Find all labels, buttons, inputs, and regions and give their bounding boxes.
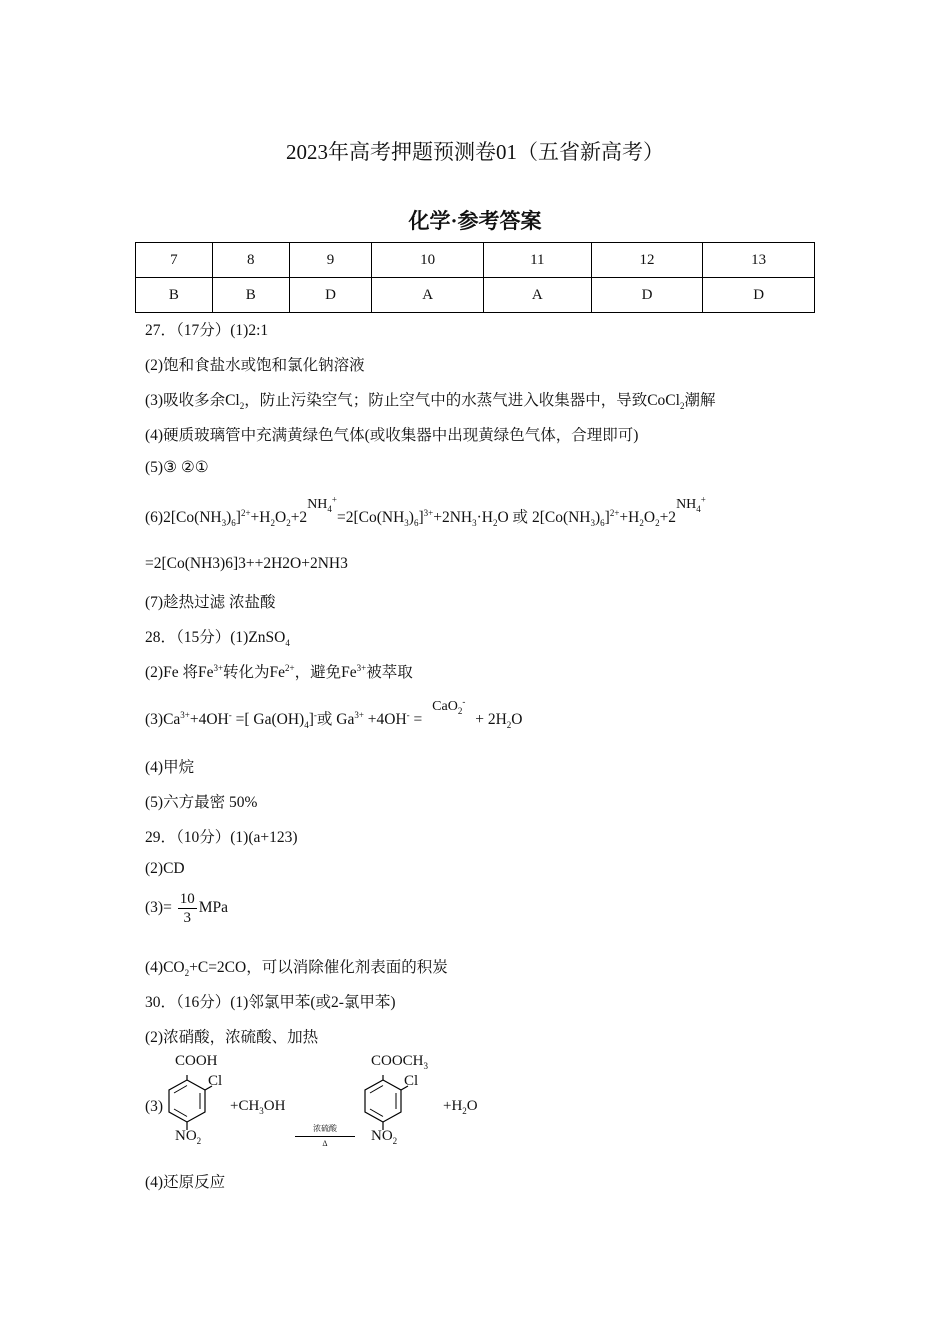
table-cell-question: 9 bbox=[289, 243, 372, 278]
arrow-condition-top: 浓硫酸 bbox=[313, 1124, 337, 1133]
q30-part3-label: (3) bbox=[145, 1098, 164, 1115]
table-cell-answer: A bbox=[483, 278, 591, 313]
q29-part2: (2)CD bbox=[145, 860, 185, 877]
table-cell-answer: D bbox=[591, 278, 703, 313]
q28-part2: (2)Fe 将$Fe^{3+}$转化为$Fe^{2+}$，避免$Fe^{3+}$被萃取 bbox=[145, 662, 413, 681]
reactant-cooh-label: COOH bbox=[175, 1053, 218, 1069]
page-subtitle: 化学·参考答案 bbox=[408, 209, 542, 233]
table-cell-question: 13 bbox=[703, 243, 815, 278]
reactant-no2-label: $NO_2$ bbox=[175, 1128, 202, 1146]
q29-heading: 29．（10分）(1)(a+123) bbox=[145, 829, 298, 846]
q27-part6-line2: =2[Co(NH3)6]3++2H2O+2NH3 bbox=[145, 555, 348, 572]
q27-part3: (3)吸收多余$Cl_2$，防止污染空气；防止空气中的水蒸气进入收集器中，导致CoCl$_2$潮解 bbox=[145, 392, 716, 412]
q30-heading: 30．（16分）(1)邻氯甲苯(或2-氯甲苯) bbox=[145, 994, 396, 1011]
q27-heading: 27．（17分）(1)2:1 bbox=[145, 322, 269, 339]
q27-part7: (7)趁热过滤 浓盐酸 bbox=[145, 594, 276, 611]
table-cell-question: 8 bbox=[212, 243, 289, 278]
table-cell-answer: B bbox=[212, 278, 289, 313]
q27-part4: (4)硬质玻璃管中充满黄绿色气体(或收集器中出现黄绿色气体，合理即可) bbox=[145, 427, 639, 444]
product-cooch3-label: $COOCH_3$ bbox=[371, 1053, 429, 1071]
plus-methanol: $+CH_3OH$ bbox=[230, 1098, 286, 1116]
table-cell-question: 12 bbox=[591, 243, 703, 278]
q27-part2: (2)饱和食盐水或饱和氯化钠溶液 bbox=[145, 357, 365, 374]
fraction: $\frac{10}{3}$ bbox=[179, 891, 195, 926]
arrow-condition-bottom: Δ bbox=[322, 1139, 328, 1148]
table-cell-answer: D bbox=[289, 278, 372, 313]
table-row-questions bbox=[136, 243, 815, 278]
q27-part6-equation: $(6)2[Co(NH_3)_6]^{2+}+H_2O_2+2NH_4^+=2[Co(NH_3)_6]^{3+}+2NH_3\cdot H_2O$ 或 $2[Co(NH_3)_6]^{2+}+H_2O_2+2NH_4^+$ bbox=[145, 494, 706, 529]
reaction-arrow bbox=[295, 1123, 355, 1148]
q28-part3-equation: $(3)Ca^{3+}+4OH^-$ =[ $Ga(OH)_4]^-$或 $Ga^{3+} +4OH^- = CaO_2^- + 2H_2O$ bbox=[145, 696, 523, 731]
answer-table bbox=[135, 242, 815, 313]
product-no2-label: $NO_2$ bbox=[371, 1128, 398, 1146]
reactant-cl-label: Cl bbox=[208, 1073, 223, 1089]
table-cell-question: 10 bbox=[372, 243, 484, 278]
q27-part5: (5)③ ②① bbox=[145, 459, 209, 476]
page-title: 2023年高考押题预测卷01（五省新高考） bbox=[286, 140, 664, 164]
table-cell-answer: D bbox=[703, 278, 815, 313]
plus-water: $+H_2O$ bbox=[443, 1098, 478, 1116]
q29-part3: (3)= $\frac{10}{3}$ MPa bbox=[145, 891, 228, 926]
product-cl-label: Cl bbox=[404, 1073, 419, 1089]
table-row-answers bbox=[136, 278, 815, 313]
q28-part5: (5)六方最密 50% bbox=[145, 794, 258, 811]
q30-part2: (2)浓硝酸，浓硫酸、加热 bbox=[145, 1029, 319, 1046]
q28-part4: (4)甲烷 bbox=[145, 759, 195, 776]
q28-heading: 28．（15分）(1)ZnSO$_4$ bbox=[145, 629, 290, 649]
table-cell-question: 7 bbox=[136, 243, 213, 278]
table-cell-question: 11 bbox=[483, 243, 591, 278]
table-cell-answer: A bbox=[372, 278, 484, 313]
q30-part4: (4)还原反应 bbox=[145, 1174, 226, 1191]
table-cell-answer: B bbox=[136, 278, 213, 313]
q29-part4: $(4)CO_2+C=2CO$，可以消除催化剂表面的积炭 bbox=[145, 959, 448, 979]
